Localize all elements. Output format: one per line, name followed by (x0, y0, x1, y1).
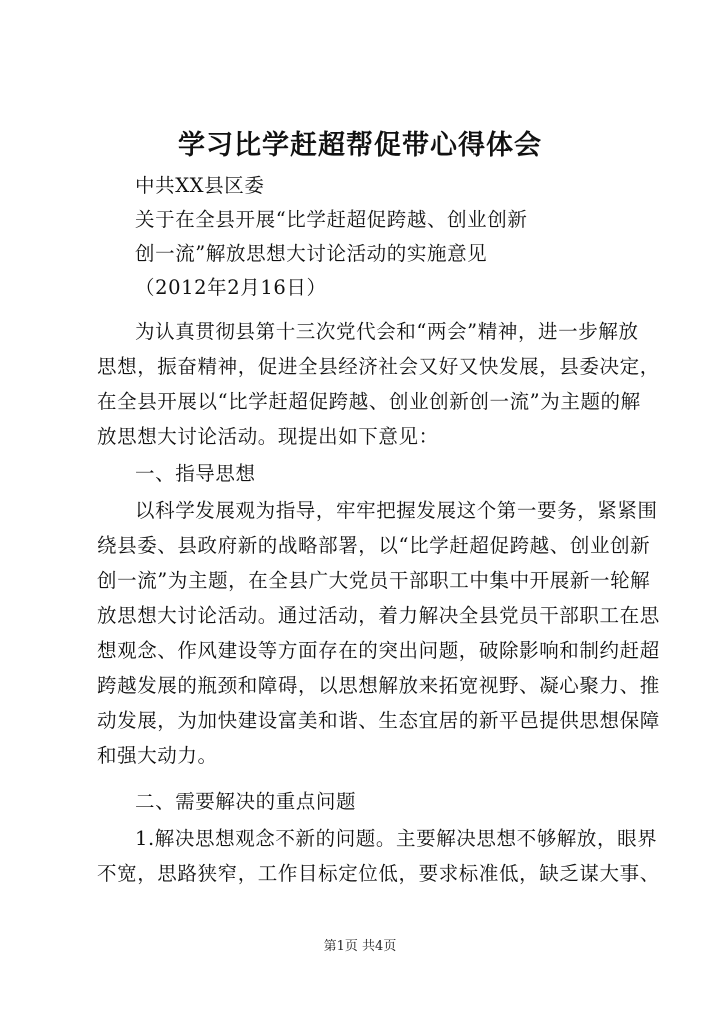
date-line: （2012年2月16日） (135, 276, 327, 299)
paragraph-line: 在全县开展以“比学赶超促跨越、创业创新创一流”为主题的解 (97, 390, 641, 413)
page-number: 第1页 共4页 (323, 939, 397, 954)
section-heading: 一、指导思想 (135, 462, 256, 485)
paragraph-line: 放思想大讨论活动。通过活动，着力解决全县党员干部职工在思 (97, 604, 660, 627)
paragraph-line: 为认真贯彻县第十三次党代会和“两会”精神，进一步解放 (135, 320, 639, 343)
paragraph-line: 放思想大讨论活动。现提出如下意见： (97, 425, 439, 448)
subtitle-line-1: 关于在全县开展“比学赶超促跨越、创业创新 (135, 208, 528, 231)
paragraph-line: 以科学发展观为指导，牢牢把握发展这个第一要务，紧紧围 (135, 499, 658, 522)
paragraph-line: 跨越发展的瓶颈和障碍，以思想解放来拓宽视野、凝心聚力、推 (97, 674, 660, 697)
subtitle-line-2: 创一流”解放思想大讨论活动的实施意见 (135, 242, 488, 265)
section-heading: 二、需要解决的重点问题 (135, 790, 357, 813)
paragraph-line: 创一流”为主题，在全县广大党员干部职工中集中开展新一轮解 (97, 569, 651, 592)
paragraph-line: 绕县委、县政府新的战略部署，以“比学赶超促跨越、创业创新 (97, 534, 651, 557)
issuer-line: 中共XX县区委 (135, 174, 265, 197)
paragraph-line: 思想，振奋精神，促进全县经济社会又好又快发展，县委决定， (97, 355, 660, 378)
paragraph-line: 不宽，思路狭窄，工作目标定位低，要求标准低，缺乏谋大事、 (97, 862, 660, 885)
paragraph-line: 想观念、作风建设等方面存在的突出问题，破除影响和制约赶超 (97, 639, 660, 662)
paragraph-line: 动发展，为加快建设富美和谐、生态宜居的新平邑提供思想保障 (97, 709, 660, 732)
paragraph-line: 和强大动力。 (97, 744, 218, 767)
document-title: 学习比学赶超帮促带心得体会 (178, 130, 542, 161)
paragraph-line: 1.解决思想观念不新的问题。主要解决思想不够解放，眼界 (135, 827, 658, 850)
